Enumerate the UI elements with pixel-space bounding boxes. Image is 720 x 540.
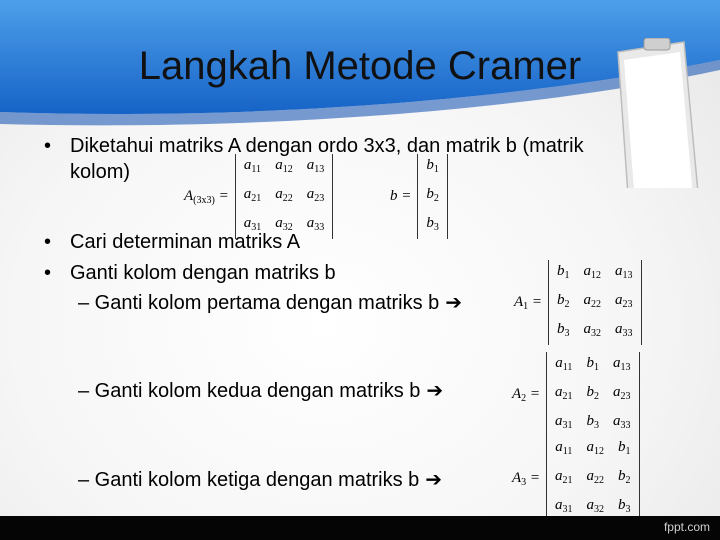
matrix-cell: $a_{12}$ bbox=[275, 157, 293, 175]
matrix-cell: $b_3$ bbox=[586, 413, 600, 431]
matrix-cell: $a_{11}$ bbox=[555, 439, 573, 457]
matrix-cell: $a_{32}$ bbox=[586, 497, 605, 515]
sub-bullet-second-column bbox=[78, 378, 443, 404]
matrix-a-grid bbox=[235, 154, 334, 239]
sub-bullet-text: – Ganti kolom pertama dengan matriks b bbox=[78, 292, 440, 314]
arrow-right-icon: ➔ bbox=[445, 292, 463, 314]
matrix-cell: $a_{33}$ bbox=[615, 321, 633, 339]
matrix-a2-grid bbox=[546, 352, 640, 437]
matrix-cell: $a_{12}$ bbox=[586, 439, 605, 457]
matrix-cell: $b_2$ bbox=[557, 292, 570, 310]
bottom-bar bbox=[0, 516, 720, 540]
matrix-a bbox=[184, 154, 333, 239]
slide-title: Langkah Metode Cramer bbox=[138, 44, 582, 88]
matrix-cell: $b_3$ bbox=[618, 497, 631, 515]
matrix-a3 bbox=[512, 436, 640, 521]
matrix-cell: $a_{32}$ bbox=[583, 321, 602, 339]
matrix-cell: $a_{13}$ bbox=[306, 157, 325, 175]
matrix-a2 bbox=[512, 352, 640, 437]
bullet-text-line1: Diketahui matriks A dengan ordo 3x3, dan matrik b (matrik bbox=[70, 135, 584, 157]
matrix-cell: $b_1$ bbox=[426, 157, 439, 175]
matrix-cell: $b_1$ bbox=[618, 439, 631, 457]
bullet-dot: • bbox=[44, 262, 52, 284]
matrix-a2-lhs: $A_2$ = bbox=[512, 385, 541, 404]
footer-credit: fppt.com bbox=[663, 520, 710, 534]
matrix-cell: $a_{21}$ bbox=[555, 384, 573, 402]
matrix-cell: $a_{23}$ bbox=[306, 186, 325, 204]
matrix-a3-grid bbox=[546, 436, 640, 521]
arrow-right-icon: ➔ bbox=[425, 469, 443, 491]
matrix-cell: $a_{13}$ bbox=[615, 263, 633, 281]
matrix-cell: $b_2$ bbox=[618, 468, 631, 486]
matrix-cell: $a_{31}$ bbox=[555, 497, 573, 515]
matrix-b bbox=[390, 154, 448, 239]
matrix-cell: $a_{21}$ bbox=[243, 186, 262, 204]
bullet-dot: • bbox=[44, 135, 52, 157]
matrix-cell: $a_{33}$ bbox=[613, 413, 631, 431]
matrix-b-grid bbox=[417, 154, 448, 239]
matrix-cell: $a_{31}$ bbox=[555, 413, 573, 431]
matrix-a1-lhs: $A_1$ = bbox=[514, 293, 543, 312]
matrix-b-lhs: b = bbox=[390, 188, 412, 204]
matrix-cell: $b_2$ bbox=[426, 186, 439, 204]
matrix-cell: $a_{11}$ bbox=[555, 355, 573, 373]
sub-bullet-third-column bbox=[78, 467, 442, 493]
matrix-cell: $a_{33}$ bbox=[306, 215, 325, 233]
bullet-dot: • bbox=[44, 231, 52, 253]
matrix-cell: $a_{22}$ bbox=[583, 292, 602, 310]
matrix-cell: $a_{11}$ bbox=[243, 157, 262, 175]
bullet-text: Cari determinan matriks A bbox=[70, 231, 301, 253]
matrix-a3-lhs: $A_3$ = bbox=[512, 469, 541, 488]
sub-bullet-text: – Ganti kolom ketiga dengan matriks b bbox=[78, 469, 420, 491]
matrix-cell: $a_{23}$ bbox=[615, 292, 633, 310]
matrix-cell: $a_{13}$ bbox=[613, 355, 631, 373]
matrix-cell: $a_{32}$ bbox=[275, 215, 293, 233]
matrix-cell: $b_3$ bbox=[426, 215, 439, 233]
matrix-cell: $a_{22}$ bbox=[275, 186, 293, 204]
arrow-right-icon: ➔ bbox=[426, 380, 444, 402]
matrix-cell: $b_1$ bbox=[586, 355, 600, 373]
bullet-text: Ganti kolom dengan matriks b bbox=[70, 262, 336, 284]
sub-bullet-text: – Ganti kolom kedua dengan matriks b bbox=[78, 380, 421, 402]
matrix-cell: $a_{22}$ bbox=[586, 468, 605, 486]
matrix-cell: $a_{12}$ bbox=[583, 263, 602, 281]
matrix-a-lhs: $A_{(3x3)}$ = bbox=[184, 187, 229, 206]
matrix-cell: $a_{21}$ bbox=[555, 468, 573, 486]
matrix-a1-grid bbox=[548, 260, 642, 345]
matrix-cell: $a_{31}$ bbox=[243, 215, 262, 233]
sub-bullet-first-column bbox=[78, 290, 462, 316]
matrix-cell: $b_3$ bbox=[557, 321, 570, 339]
bullet-text-line2: kolom) bbox=[70, 161, 131, 183]
matrix-cell: $b_1$ bbox=[557, 263, 570, 281]
matrix-cell: $b_2$ bbox=[586, 384, 600, 402]
matrix-cell: $a_{23}$ bbox=[613, 384, 631, 402]
matrix-a1 bbox=[514, 260, 642, 345]
